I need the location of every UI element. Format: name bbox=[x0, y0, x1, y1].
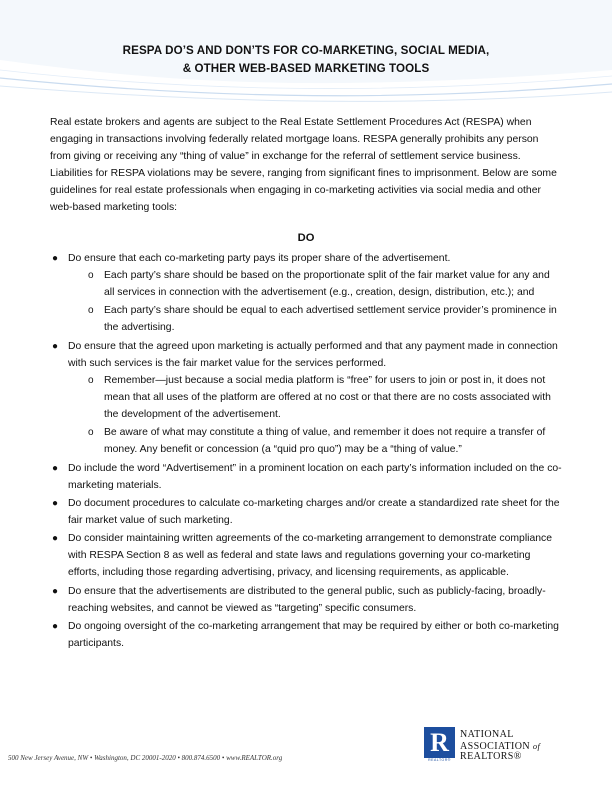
list-item-text: Do ongoing oversight of the co-marketing arrangement that may be required by either or both co-marketing participants. bbox=[68, 621, 559, 650]
list-item bbox=[50, 618, 562, 652]
list-item-text: Do include the word “Advertisement” in a prominent location on each party’s information included on the co-marketing materials. bbox=[68, 462, 562, 491]
sub-list bbox=[68, 372, 562, 458]
bullet-icon: ● bbox=[52, 253, 59, 264]
list-item-text: Do ensure that each co-marketing party pays its proper share of the advertisement. bbox=[68, 253, 451, 264]
sub-bullet-icon: o bbox=[88, 270, 94, 281]
list-item-text: Do document procedures to calculate co-marketing charges and/or create a standardized rate sheet for the fair market value of such marketing. bbox=[68, 497, 560, 526]
bullet-icon: ● bbox=[52, 585, 59, 597]
page-title-line-2: & OTHER WEB-BASED MARKETING TOOLS bbox=[182, 62, 430, 75]
page-title-line-1: RESPA DO’S AND DON’TS FOR CO-MARKETING, SOCIAL MEDIA, bbox=[122, 44, 490, 57]
logo-sub-label: REALTOR® bbox=[428, 758, 451, 762]
sub-list-item-text: Each party’s share should be based on the proportionate split of the fair market value for any and all services in connection with the advertisement (e.g., creation, design, distribution, etc.); and bbox=[104, 270, 550, 298]
association-word: ASSOCIATION bbox=[460, 740, 530, 752]
list-item bbox=[50, 338, 562, 458]
sub-list-item bbox=[68, 302, 562, 336]
bullet-icon: ● bbox=[52, 533, 59, 545]
list-item-text: Do ensure that the agreed upon marketing is actually performed and that any payment made in connection with such services is the fair market value for the services performed. bbox=[68, 340, 558, 369]
sub-list-item-text: Remember—just because a social media platform is “free” for users to join or post in, it does not mean that all uses of the platform are offered at no cost or that there are no costs associated with the development of the advertisement. bbox=[104, 374, 551, 420]
list-item bbox=[50, 460, 562, 494]
list-item bbox=[50, 583, 562, 617]
list-item bbox=[50, 250, 562, 336]
sub-bullet-icon: o bbox=[88, 427, 94, 439]
bullet-icon: ● bbox=[52, 340, 59, 352]
list-item bbox=[50, 530, 562, 581]
sub-list-item-text: Be aware of what may constitute a thing of value, and remember it does not require a transfer of money. Any benefit or concession (a “quid pro quo”) may be a “thing of value.” bbox=[104, 427, 546, 456]
sub-bullet-icon: o bbox=[88, 374, 94, 386]
sub-list-item bbox=[68, 267, 562, 301]
bullet-icon: ● bbox=[52, 462, 59, 474]
do-list bbox=[50, 250, 562, 654]
sub-list-item-text: Each party’s share should be equal to each advertised settlement service provider’s prominence in the advertising. bbox=[104, 305, 557, 334]
list-item-text: Do ensure that the advertisements are distributed to the general public, such as publicly-facing, broadly-reaching websites, and cannot be viewed as “targeting” specific consumers. bbox=[68, 585, 546, 614]
sub-list-item bbox=[68, 372, 562, 423]
bullet-icon: ● bbox=[52, 621, 59, 633]
sub-list bbox=[68, 267, 562, 336]
footer-address: 500 New Jersey Avenue, NW • Washington, DC 20001-2020 • 800.874.6500 • www.REALTOR.org bbox=[8, 754, 283, 762]
page-title bbox=[40, 42, 572, 78]
association-line-1: NATIONAL bbox=[460, 729, 514, 740]
association-line-3: REALTORS® bbox=[460, 751, 522, 762]
logo-letter: R bbox=[430, 728, 449, 757]
intro-paragraph: Real estate brokers and agents are subject to the Real Estate Settlement Procedures Act (RESPA) when engaging in transactions involving federally related mortgage loans. RESPA generally prohibits any person from giving or receiving any “thing of value” in exchange for the referral of settlement service business. Liabilities for RESPA violations may be severe, ranging from significant fines to imprisonment. Below are some guidelines for real estate professionals when engaging in co-marketing activities via social media and other web-based marketing tools: bbox=[50, 117, 557, 213]
bullet-icon: ● bbox=[52, 497, 59, 509]
realtor-logo-icon bbox=[424, 727, 455, 762]
association-of: of bbox=[532, 740, 541, 751]
list-item-text: Do consider maintaining written agreements of the co-marketing arrangement to demonstrate compliance with RESPA Section 8 as well as federal and state laws and regulations governing your co-marketing efforts, including those regarding advertising, privacy, and licensing requirements, as applicable. bbox=[68, 533, 552, 579]
sub-list-item bbox=[68, 424, 562, 458]
association-name bbox=[460, 730, 540, 763]
list-item bbox=[50, 495, 562, 529]
section-heading-do: DO bbox=[297, 232, 315, 244]
sub-bullet-icon: o bbox=[88, 305, 94, 317]
